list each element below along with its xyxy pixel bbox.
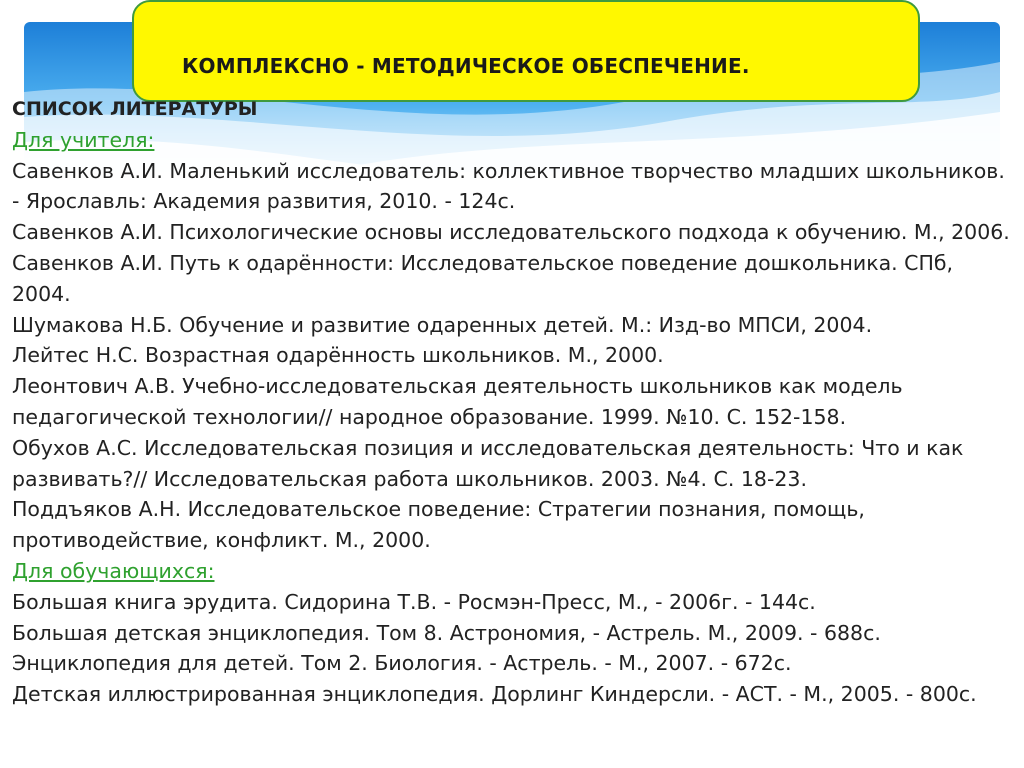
list-item: Поддъяков А.Н. Исследовательское поведение: Стратегии познания, помощь, противодействие, конфликт. М., 2000. bbox=[12, 497, 865, 553]
list-item: Обухов А.С. Исследовательская позиция и исследовательская деятельность: Что и как развивать?// Исследовательская работа школьников. 2003. №4. С. 18-23. bbox=[12, 435, 964, 491]
list-item: Лейтес Н.С. Возрастная одарённость школьников. М., 2000. bbox=[12, 343, 664, 368]
teacher-subheading: Для учителя: bbox=[12, 127, 155, 152]
list-item: Большая книга эрудита. Сидорина Т.В. - Росмэн-Пресс, М., - 2006г. - 144с. bbox=[12, 589, 816, 614]
list-item: Шумакова Н.Б. Обучение и развитие одаренных детей. М.: Изд-во МПСИ, 2004. bbox=[12, 312, 873, 337]
list-item: Савенков А.И. Психологические основы исследовательского подхода к обучению. М., 2006. bbox=[12, 220, 1010, 245]
title-box bbox=[132, 0, 920, 102]
list-item: Савенков А.И. Путь к одарённости: Исследовательское поведение дошкольника. СПб, 2004. bbox=[12, 250, 954, 306]
list-heading: СПИСОК ЛИТЕРАТУРЫ bbox=[12, 98, 258, 120]
students-subheading: Для обучающихся: bbox=[12, 558, 215, 583]
list-item: Леонтович А.В. Учебно-исследовательская деятельность школьников как модель педагогической технологии// народное образование. 1999. №10. С. 152-158. bbox=[12, 374, 903, 429]
list-item: Большая детская энциклопедия. Том 8. Астрономия, - Астрель. М., 2009. - 688с. bbox=[12, 620, 881, 645]
list-item: Детская иллюстрированная энциклопедия. Дорлинг Киндерсли. - АСТ. - М., 2005. - 800с. bbox=[12, 682, 977, 707]
list-item: Энциклопедия для детей. Том 2. Биология. - Астрель. - М., 2007. - 672с. bbox=[12, 651, 792, 676]
list-item: Савенков А.И. Маленький исследователь: коллективное творчество младших школьников. - Ярославль: Академия развития, 2010. - 124с. bbox=[12, 158, 1005, 214]
slide-title: КОМПЛЕКСНО - МЕТОДИЧЕСКОЕ ОБЕСПЕЧЕНИЕ. bbox=[182, 54, 750, 78]
literature-list bbox=[12, 94, 1012, 710]
